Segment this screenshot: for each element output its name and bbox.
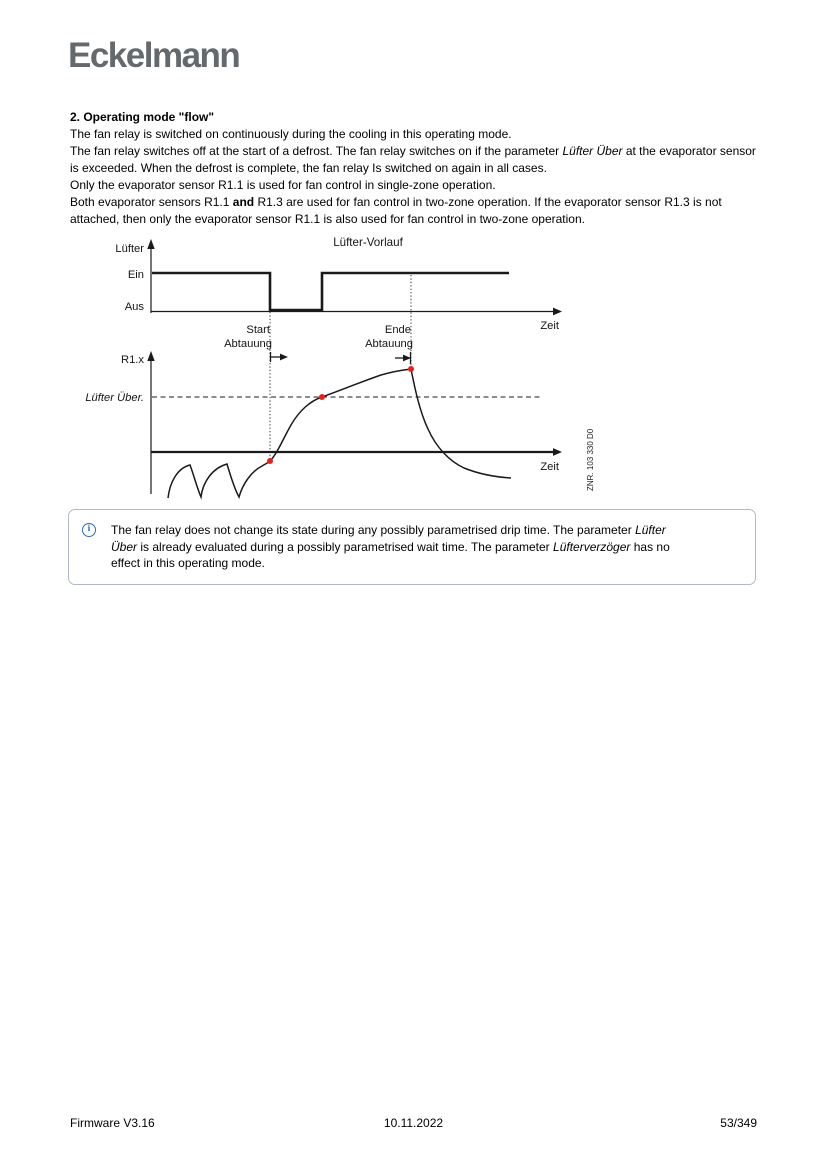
sensor-temperature-curve — [168, 369, 511, 498]
end-arrow-icon — [403, 355, 411, 362]
start-arrow-icon — [280, 354, 288, 361]
marker-dot-start — [267, 458, 273, 464]
paragraph-2: The fan relay switches off at the start of a defrost. The fan relay switches on if the parameter Lüfter Über at the evaporator sensor is exceeded. When the defrost is complete, the fan relay Is switched on again in all cases. — [70, 144, 756, 175]
end-label-line1: Ende — [384, 324, 411, 336]
paragraph-1: The fan relay is switched on continuously during the cooling in this operating mode. — [70, 127, 512, 141]
threshold-label: Lüfter Über. — [85, 392, 144, 404]
footer-page-number: 53/349 — [720, 1116, 757, 1130]
fan-timing-diagram — [60, 233, 640, 503]
level-aus-label: Aus — [124, 301, 144, 313]
top-y-axis-label: Lüfter — [115, 243, 144, 255]
start-label-line2: Abtauung — [224, 338, 272, 350]
bottom-y-axis-arrow-icon — [147, 351, 154, 361]
start-label-line1: Start — [246, 324, 270, 336]
note-text: The fan relay does not change its state during any possibly parametrised drip time. The parameter Lüfter Über is already evaluated during a possibly parametrised wait time. The parameter Lüfterverzöger has no effect in this operating mode. — [111, 523, 670, 570]
bottom-x-axis-arrow-icon — [553, 448, 562, 456]
fan-relay-signal-trace — [152, 273, 509, 310]
drawing-number: ZNR. 103 330 D0 — [586, 428, 595, 491]
footer-firmware: Firmware V3.16 — [70, 1116, 155, 1130]
info-icon: i — [82, 523, 96, 537]
info-note-box — [68, 509, 756, 585]
section-heading: 2. Operating mode "flow" — [70, 110, 215, 124]
end-label-line2: Abtauung — [365, 338, 413, 350]
paragraph-4: Both evaporator sensors R1.1 and R1.3 are used for fan control in two-zone operation. If the evaporator sensor R1.3 is not attached, then only the evaporator sensor R1.1 is also used for fan control in two-zone operation. — [70, 195, 722, 226]
marker-dot-threshold — [319, 394, 325, 400]
top-x-axis-arrow-icon — [553, 308, 562, 316]
footer-date: 10.11.2022 — [383, 1116, 444, 1130]
eckelmann-logo: Eckelmann — [68, 36, 240, 75]
marker-dot-peak — [408, 366, 414, 372]
body-text-block — [70, 109, 762, 228]
paragraph-3: Only the evaporator sensor R1.1 is used for fan control in single-zone operation. — [70, 178, 496, 192]
bottom-x-axis-label: Zeit — [540, 461, 559, 473]
bottom-y-axis-label: R1.x — [120, 354, 144, 366]
level-ein-label: Ein — [127, 269, 144, 281]
top-y-axis-arrow-icon — [147, 239, 154, 249]
diagram-title: Lüfter-Vorlauf — [333, 236, 403, 249]
top-x-axis-label: Zeit — [540, 320, 559, 332]
